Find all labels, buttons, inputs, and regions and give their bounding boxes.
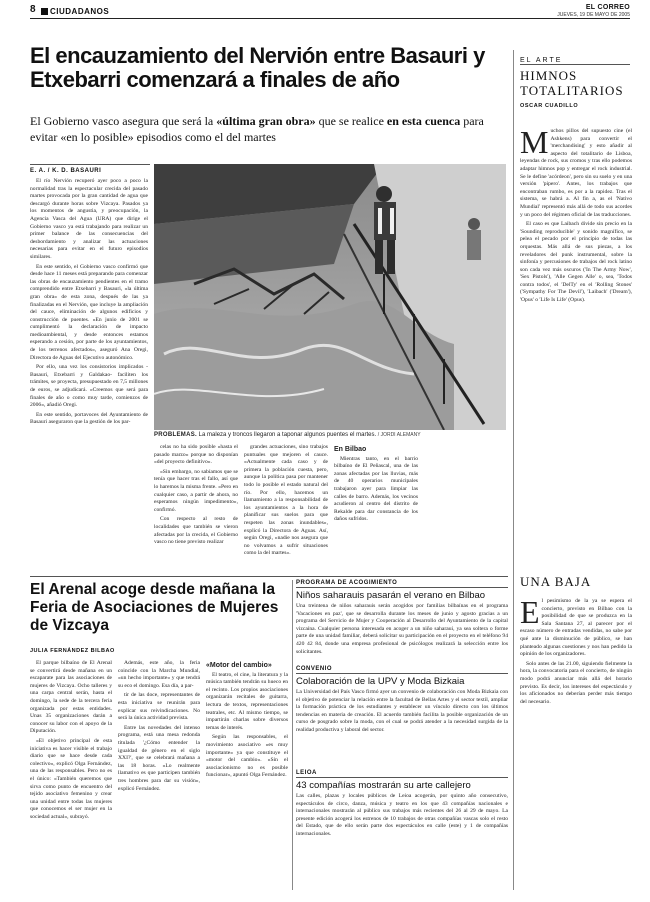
brief-rule [296,777,508,778]
photo-credit: / JORDI ALEMANY [377,432,421,438]
brief-acogimiento [296,580,508,675]
sidebar-author: OSCAR CUADILLO [520,103,579,109]
sidebar-dropcap: M [520,128,549,160]
paragraph: celas no ha sido posible «hasta el pasado marzo» porque no disponían «del proyecto definitivo». [154,444,238,466]
paragraph: El teatro, el cine, la literatura y la música también tendrán su hueco en el recinto. Los propios asociaciones organizarán recitales de guitarra, lectura de textos, representaciones teatrales, etc. Al mismo tiempo, se impartirán charlas sobre diversos temas de interés. [206,671,288,731]
paragraph: grandes actuaciones, sino trabajos puntuales que mejoren el cauce. «Actualmente cada caso y de primera la población cuesta, pero, aunque la política pasa por mantener todo lo posible el estado natural del río. Por ello, hacemos un llamamiento a la responsabilidad de los ayuntamientos a la hora de planificar sus suelos para que respeten las zonas inundables», explicó la Directora de Aguas. Así, según Oregi, «nadie nos asegura que no volvamos a sufrir situaciones como la del martes». [244,444,328,557]
main-article-column-1 [30,178,148,584]
arenal-subhead: «Motor del cambio» [206,662,272,669]
flood-photo-illustration [154,164,506,430]
brief-kicker: PROGRAMA DE ACOGIMIENTO [296,580,398,586]
sidebar-subhead: UNA BAJA [520,574,592,589]
section-rule [30,576,508,577]
main-article-column-4 [334,444,418,584]
sidebar-dropcap-2: E [520,598,540,630]
brief-title: 43 compañías mostrarán su arte callejero [296,780,471,791]
brief-rule [296,587,508,588]
main-article-column-3 [244,444,328,584]
paragraph: El caso es que Laibach divide sin precio en la 'Sounding reproducible' y sonido magnífico, se pelea el pecado por el principio de todas las orquestas. Más allá de sus piezas, a los reveladores del punk instrumental, sobre la sinfonía y percusiones de trabajos del rock latino son cada vez más oscuros ('In The Army Now', 'Sex Pistols'), 'Alle Gegen Alle' o, sea, 'Todos contra todos', el 'DelTy' en el 'Rolling Stones' ('Sympathy For The Devil'), 'Laibach' ('Dream'), 'Opus' o 'Life Is Life' (Opus). [520,221,632,304]
brief-convenio [296,666,508,753]
brief-title: Niños saharauis pasarán el verano en Bilbao [296,590,486,601]
paragraph: El parque bilbaíno de El Arenal se convertirá desde mañana en un escaparate para las asociaciones de mujeres de Vizcaya. Ocho talleres y una carpa central serán, hasta el domingo, la sede de la tercera feria organizada por estas entidades. Unas 35 organizaciones darán a conocer su labor con el apoyo de la Diputación. [30,660,112,735]
photo-caption [154,432,506,438]
main-byline: E. A. / K. D. BASAURI [30,168,102,174]
sidebar-kicker: EL ARTE [520,57,630,65]
sidebar-column-1 [520,128,632,558]
article-subhead: En Bilbao [334,446,367,453]
arenal-byline: JULIA FERNÁNDEZ BILBAO [30,648,115,654]
paragraph: En este sentido, portavoces del Ayuntamiento de Basauri aseguraron que la gestión de los par- [30,411,148,426]
deck-part-2: que se realice [315,114,387,128]
deck-part-1: El Gobierno vasco asegura que será la [30,114,217,128]
sidebar-title: HIMNOS TOTALITARIOS [520,68,624,98]
deck-part-3: para evitar «en lo posible» episodios como el del martes [30,114,484,144]
paragraph: Entre las novedades del intenso programa, está una mesa redonda titulada '¿Cómo entender la igualdad de género en el siglo XXI?', que se celebrará mañana a las 18 horas. «Lo realmente llamativo es que participen también tres hombres para dar su visión», explicó Fernández. [118,724,200,792]
sidebar-column-2 [520,598,632,890]
paragraph: Según las responsables, el movimiento asociativo «es muy importante» ya que constituye el «motor del cambio». «Sin el asociacionismo no es posible funcionar», apuntó Olga Fernández. [206,734,288,779]
arenal-column-3 [206,660,288,892]
arenal-column-2 [118,660,200,892]
paragraph: Solo antes de las 21.00, siguiendo fielmente la hora, la convocatoria para el concierto, de ningún modo podrá anunciar más allá del horario previsto. Es decir, los intereses del espectáculo y los aficionados no deberían perder más tiempo del necesario. [520,660,632,705]
paragraph: Mientras tanto, en el barrio bilbaíno de El Peñascal, una de las zonas afectadas por las lluvias, más de 40 operarios municipales trabajaron ayer para limpiar las calles de barro. Además, los vecinos acudieron al centro del distrito de Rekalde para dar constancia de los daños sufridos. [334,455,418,523]
paragraph: uchos pillos del supuesto cine (el Ashkens) para convertir el 'merchandising' y esto añadir al aspecto del totalitario de Lisboa, leyendas de rock, sus cromos y tras ello podemos adaptar himnos pop y entregar el rock industrial. Se le define 'acórdeon', pero sin su suelo y en una versión 'pipero'. Antes, los trabajos que encontraban rumbo, es por a la rapidez. Tras el sistema, se habrá a. Al fin a, as el 'Nativo Mundial' representó más allá de todo sus acordes y un poco del régimen oficial de las traducciones. [520,128,632,218]
page-number: 8 [30,4,36,15]
issue-date: JUEVES, 19 DE MAYO DE 2005 [557,12,630,18]
paragraph: Además, este año, la feria coincide con la Marcha Mundial, «un hecho importante» y que tendrá su eco el domingo. Esa día, a par- [118,660,200,689]
section-name: CIUDADANOS [50,7,110,16]
paragraph: tir de las doce, representantes de esta iniciativa se reunirán para explicar sus reivindicaciones. No será la única actividad prevista. [118,692,200,722]
main-article-column-2 [154,444,238,584]
brief-text: Una treintena de niños saharauis serán acogidos por familias bilbaínas en el programa 'Vacaciones en paz', que se desarrolla durante los meses de junio y agosto gracias a un programa del Servicio de Mujer y Cooperación al Desarrollo del Ayuntamiento de la capital vizcaína. Cualquier persona interesada en acoger a un niño saharaui, ya sea soltera o forme parte de una unidad familiar, deberá solicitar su participación en el proyecto en el teléfono 94 420 42 84, donde una empresa profesional de psicólogos realizará la selección entre los solicitantes. [296,603,508,655]
section-square-icon [41,8,48,15]
caption-text: La maleza y troncos llegaron a taponar algunos puentes el martes. [197,432,377,438]
newspaper-name: EL CORREO [585,4,630,11]
byline-rule [30,164,150,165]
brief-kicker: CONVENIO [296,666,333,672]
brief-text: La Universidad del País Vasco firmó ayer un convenio de colaboración con Moda Bizkaia con el objetivo de potenciar la relación entre la facultad de Bellas Artes y el sector textil, ampliar la formación práctica de los estudiantes y establecer un vínculo directo con los últimos tendencias en materia de creación. El acuerdo también facilita la posible organización de un curso de posgrado sobre la moda, con el cual se podrá atender a la necesidad surgida de la realidad productiva y laboral del sector. [296,689,508,733]
deck-bold-2: en esta cuenca [386,114,461,128]
brief-title: Colaboración de la UPV y Moda Bizkaia [296,676,465,687]
paragraph: En este sentido, el Gobierno vasco confirmó que desde hace 11 meses está preparando para comenzar las obras de encauzamiento pendientes en el tramo comprendido entre Etxebarri y Basauri, «la última gran obra» de esta zona, después de las ya finalizadas en el Nervión, que incluye la ampliación del cauce, eliminación de algunos edificios y construcción de puentes. «En junio de 2001 se cumplimentó la declaración de impacto medioambiental, y desde entonces estamos esperando a cesión, por parte de los ayuntamientos, de los terrenos afectados», aseguró Ana Oregi, Directora de Aguas del Ejecutivo autonómico. [30,263,148,361]
main-deck [30,113,510,145]
section-label [41,7,109,16]
page-header [30,4,630,19]
briefs-divider [292,580,293,890]
brief-kicker: LEIOA [296,770,317,776]
paragraph: «El objetivo principal de esta iniciativa es hacer visible el trabajo diario que se hace desde cada colectivo», explicó Olga Fernández, una de las responsables. Pero no es el único: «También queremos que sirva como punto de encuentro del tejido asociativo femenino y crear una unidad entre todas las mujeres que conocemos el ser mujer en la sociedad actual», subrayó. [30,737,112,820]
paragraph: Por ello, una vez los consistorios implicados -Basauri, Etxebarri y Galdakao- faciliten los trámites, se proyecta, presupuestado en 7,5 millones de euros, se adjudicará. «Creemos que será para finales de año o como muy tarde, comienzos de 2006», añadió Oregi. [30,364,148,409]
arenal-headline: El Arenal acoge desde mañana la Feria de Asociaciones de Mujeres de Vizcaya [30,581,279,634]
paragraph: El río Nervión recuperó ayer poco a poco la normalidad tras la espectacular crecida del pasado martes provocada por la gran cantidad de agua que descargó durante horas sobre Vizcaya. Pasados ya los momentos de angustia, y preocupación, la Agencia Vasca del Agua (URA) que dirige el Gobierno vasco ya está trabajando para realizar un primer balance de las consecuencias del desbordamiento y analizar las actuaciones necesarias para evitar en el futuro episodios similares. [30,178,148,260]
arenal-column-1 [30,660,112,892]
flood-photo [154,164,506,430]
brief-leioa [296,770,508,883]
sidebar-divider [513,50,514,890]
paragraph: l pesimismo de la ya se espera el concierto, previsto en Bilbao con la posibilidad de que se produzca en la Sala Santana 27, al parecer por el escaso número de entradas vendidas, no sabe por qué ante la disminución de público, se han planteado algunas cuestiones y nos han pedido la opinión de los organizadores. [520,598,632,658]
paragraph: Con respecto al resto de localidades que también se vieron afectadas por la crecida, el Gobierno vasco no tiene previsto realizar [154,516,238,546]
brief-rule [296,673,508,674]
caption-label: PROBLEMAS. [154,432,198,438]
brief-text: Las calles, plazas y locales públicos de Leioa acogerán, por quinto año consecutivo, espectáculos de circo, danza, música y teatro en los que 43 compañías nacionales e internacionales mostrarán al público sus trabajos más recientes del 26 al 29 de mayo. La presente edición acogerá los estrenos de 10 trabajos de otras compañías vascas solo el resto del Estado, que de ello serán parte dos espectáculos en calle (este) y 1 de compañías internacionales. [296,793,508,837]
paragraph: «Sin embargo, no sabíamos que se tenía que hacer tras el fallo, así que lo haremos la misma frente. «Pero en cualquier caso, a partir de ahora, no esperamos ningún impedimento», confirmó. [154,468,238,513]
deck-bold-1: «última gran obra» [216,114,316,128]
main-headline: El encauzamiento del Nervión entre Basauri y Etxebarri comenzará a finales de año [30,43,485,92]
